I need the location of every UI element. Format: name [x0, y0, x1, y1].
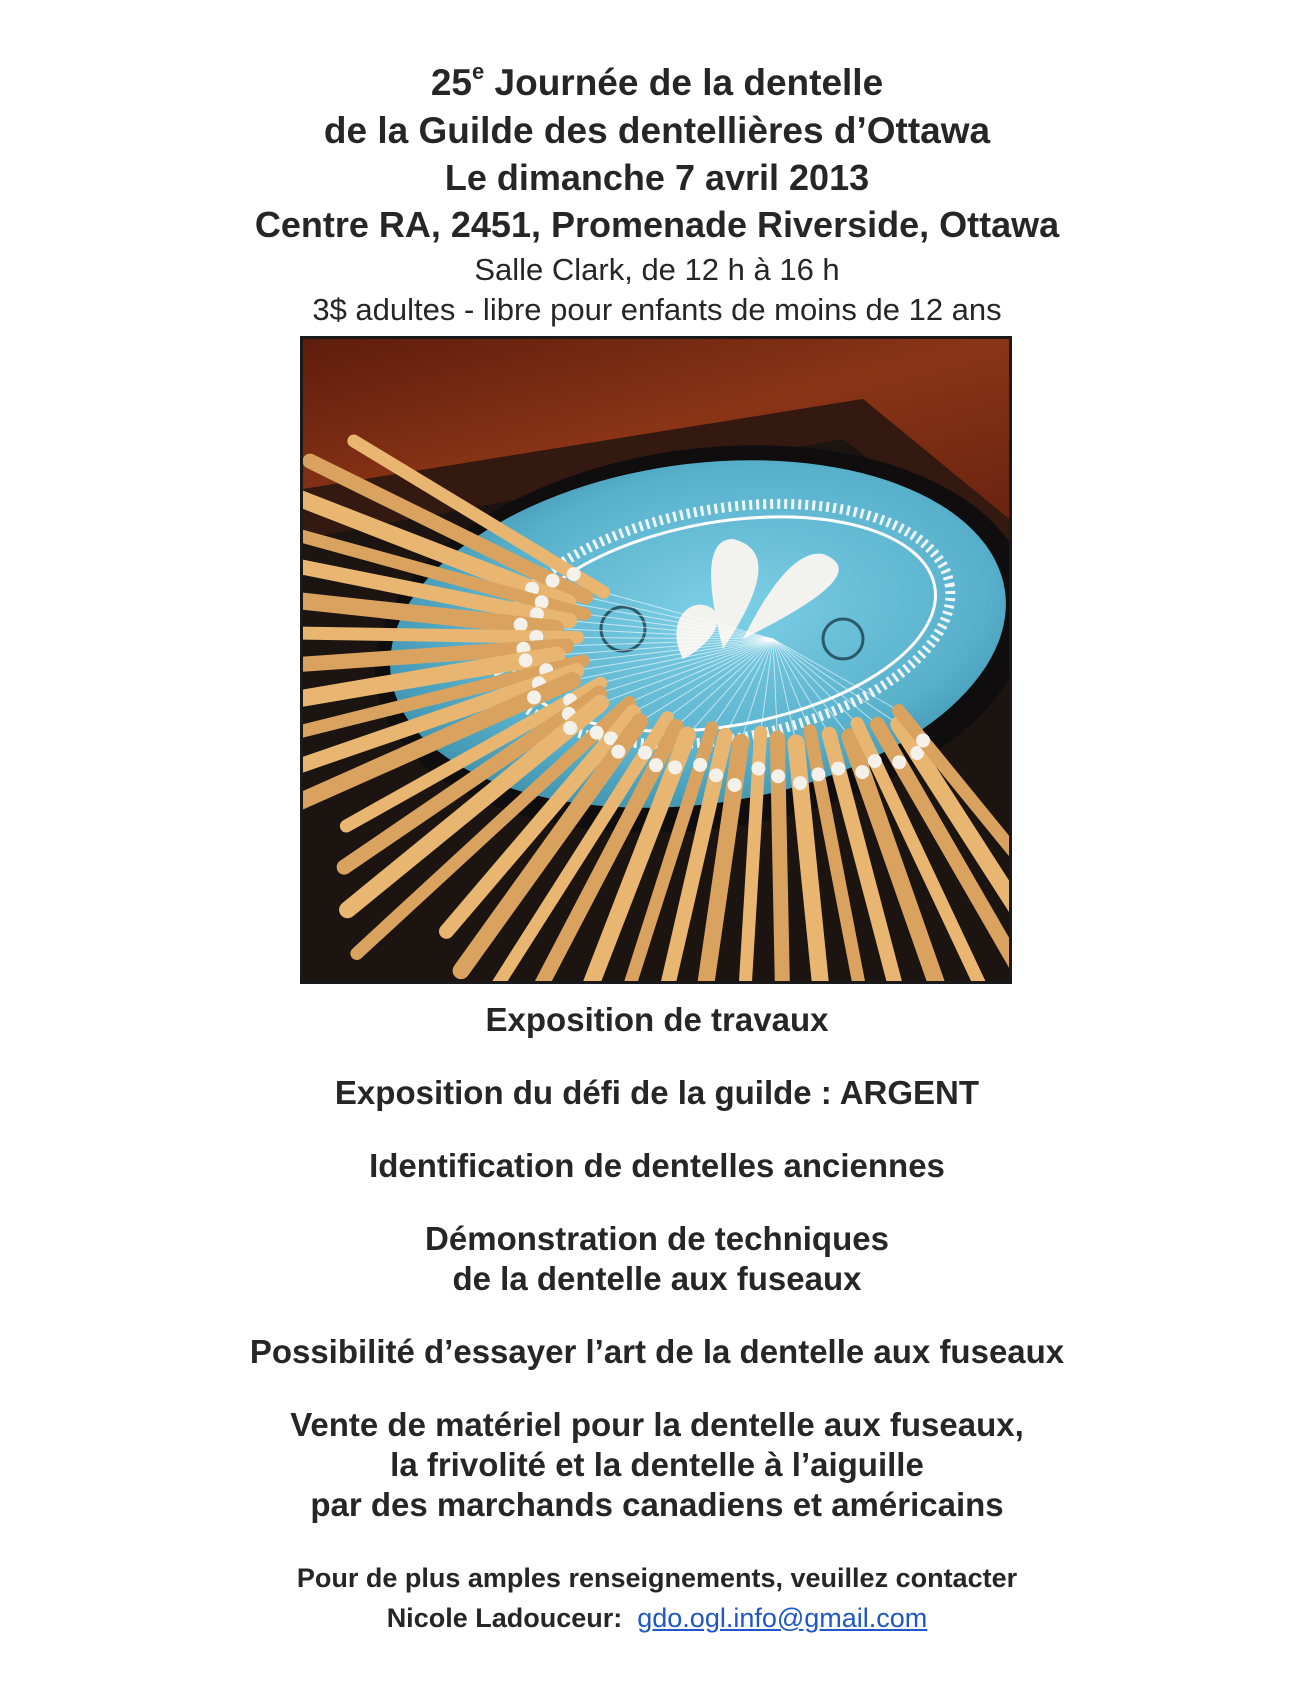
contact-block [0, 1558, 1314, 1638]
contact-line [0, 1598, 1314, 1638]
lace-pillow-photo [300, 336, 1012, 984]
activity-line: Démonstration de techniques [425, 1220, 889, 1257]
title-superscript: e [472, 59, 485, 84]
bobbin-thread-wind [546, 574, 560, 588]
event-header [0, 60, 1314, 330]
bobbin-thread-wind [811, 767, 825, 781]
contact-email-link[interactable]: gdo.ogl.info@gmail.com [637, 1603, 928, 1633]
bobbin-thread-wind [563, 721, 577, 735]
bobbin-thread-wind [638, 746, 652, 760]
bobbin-thread-wind [590, 726, 604, 740]
activity-line: Vente de matériel pour la dentelle aux fuseaux, [290, 1406, 1024, 1443]
bobbin-thread-wind [793, 776, 807, 790]
activity-identification [0, 1146, 1314, 1186]
bobbin-thread-wind [771, 769, 785, 783]
event-room-hours: Salle Clark, de 12 h à 16 h [474, 252, 840, 287]
activity-line: Exposition de travaux [485, 1001, 829, 1038]
bobbin-thread-wind [709, 768, 723, 782]
activity-challenge [0, 1073, 1314, 1113]
activity-exhibit [0, 1000, 1314, 1040]
activity-demonstration [0, 1219, 1314, 1299]
bobbin-thread-wind [567, 567, 581, 581]
title-text: Journée de la dentelle [484, 62, 884, 103]
bobbin-thread-wind [649, 758, 663, 772]
bobbin-thread-wind [728, 778, 742, 792]
bobbin-thread-wind [916, 734, 930, 748]
activity-line: Possibilité d’essayer l’art de la dentelle aux fuseaux [249, 1333, 1065, 1370]
event-price: 3$ adultes - libre pour enfants de moins de 12 ans [312, 292, 1002, 327]
contact-name: Nicole Ladouceur: [386, 1603, 623, 1633]
event-title [0, 60, 1314, 106]
bobbin-thread-wind [527, 690, 541, 704]
title-number: 25 [430, 62, 472, 103]
activity-line: Identification de dentelles anciennes [369, 1147, 945, 1184]
activity-line: de la dentelle aux fuseaux [452, 1260, 862, 1297]
lace-pillow-illustration [303, 339, 1009, 981]
activity-line: par des marchands canadiens et américains [310, 1486, 1004, 1523]
event-date: Le dimanche 7 avril 2013 [444, 157, 870, 198]
contact-intro: Pour de plus amples renseignements, veuillez contacter [296, 1563, 1018, 1593]
bobbin-thread-wind [668, 760, 682, 774]
activity-line: la frivolité et la dentelle à l’aiguille [390, 1446, 924, 1483]
bobbin-thread-wind [514, 618, 528, 632]
bobbin-thread-wind [611, 745, 625, 759]
bobbin-thread-wind [751, 762, 765, 776]
activity-line: Exposition du défi de la guilde : ARGENT [334, 1074, 980, 1111]
bobbin-thread-wind [831, 762, 845, 776]
bobbin-thread-wind [519, 653, 533, 667]
activity-sale [0, 1405, 1314, 1525]
event-address: Centre RA, 2451, Promenade Riverside, Ottawa [254, 204, 1060, 245]
bobbin-thread-wind [868, 754, 882, 768]
event-subtitle: de la Guilde des dentellières d’Ottawa [323, 110, 991, 151]
bobbin-thread-wind [855, 765, 869, 779]
bobbin-thread-wind [693, 758, 707, 772]
activity-try [0, 1332, 1314, 1372]
activity-list [0, 1000, 1314, 1525]
bobbin-thread-wind [892, 755, 906, 769]
